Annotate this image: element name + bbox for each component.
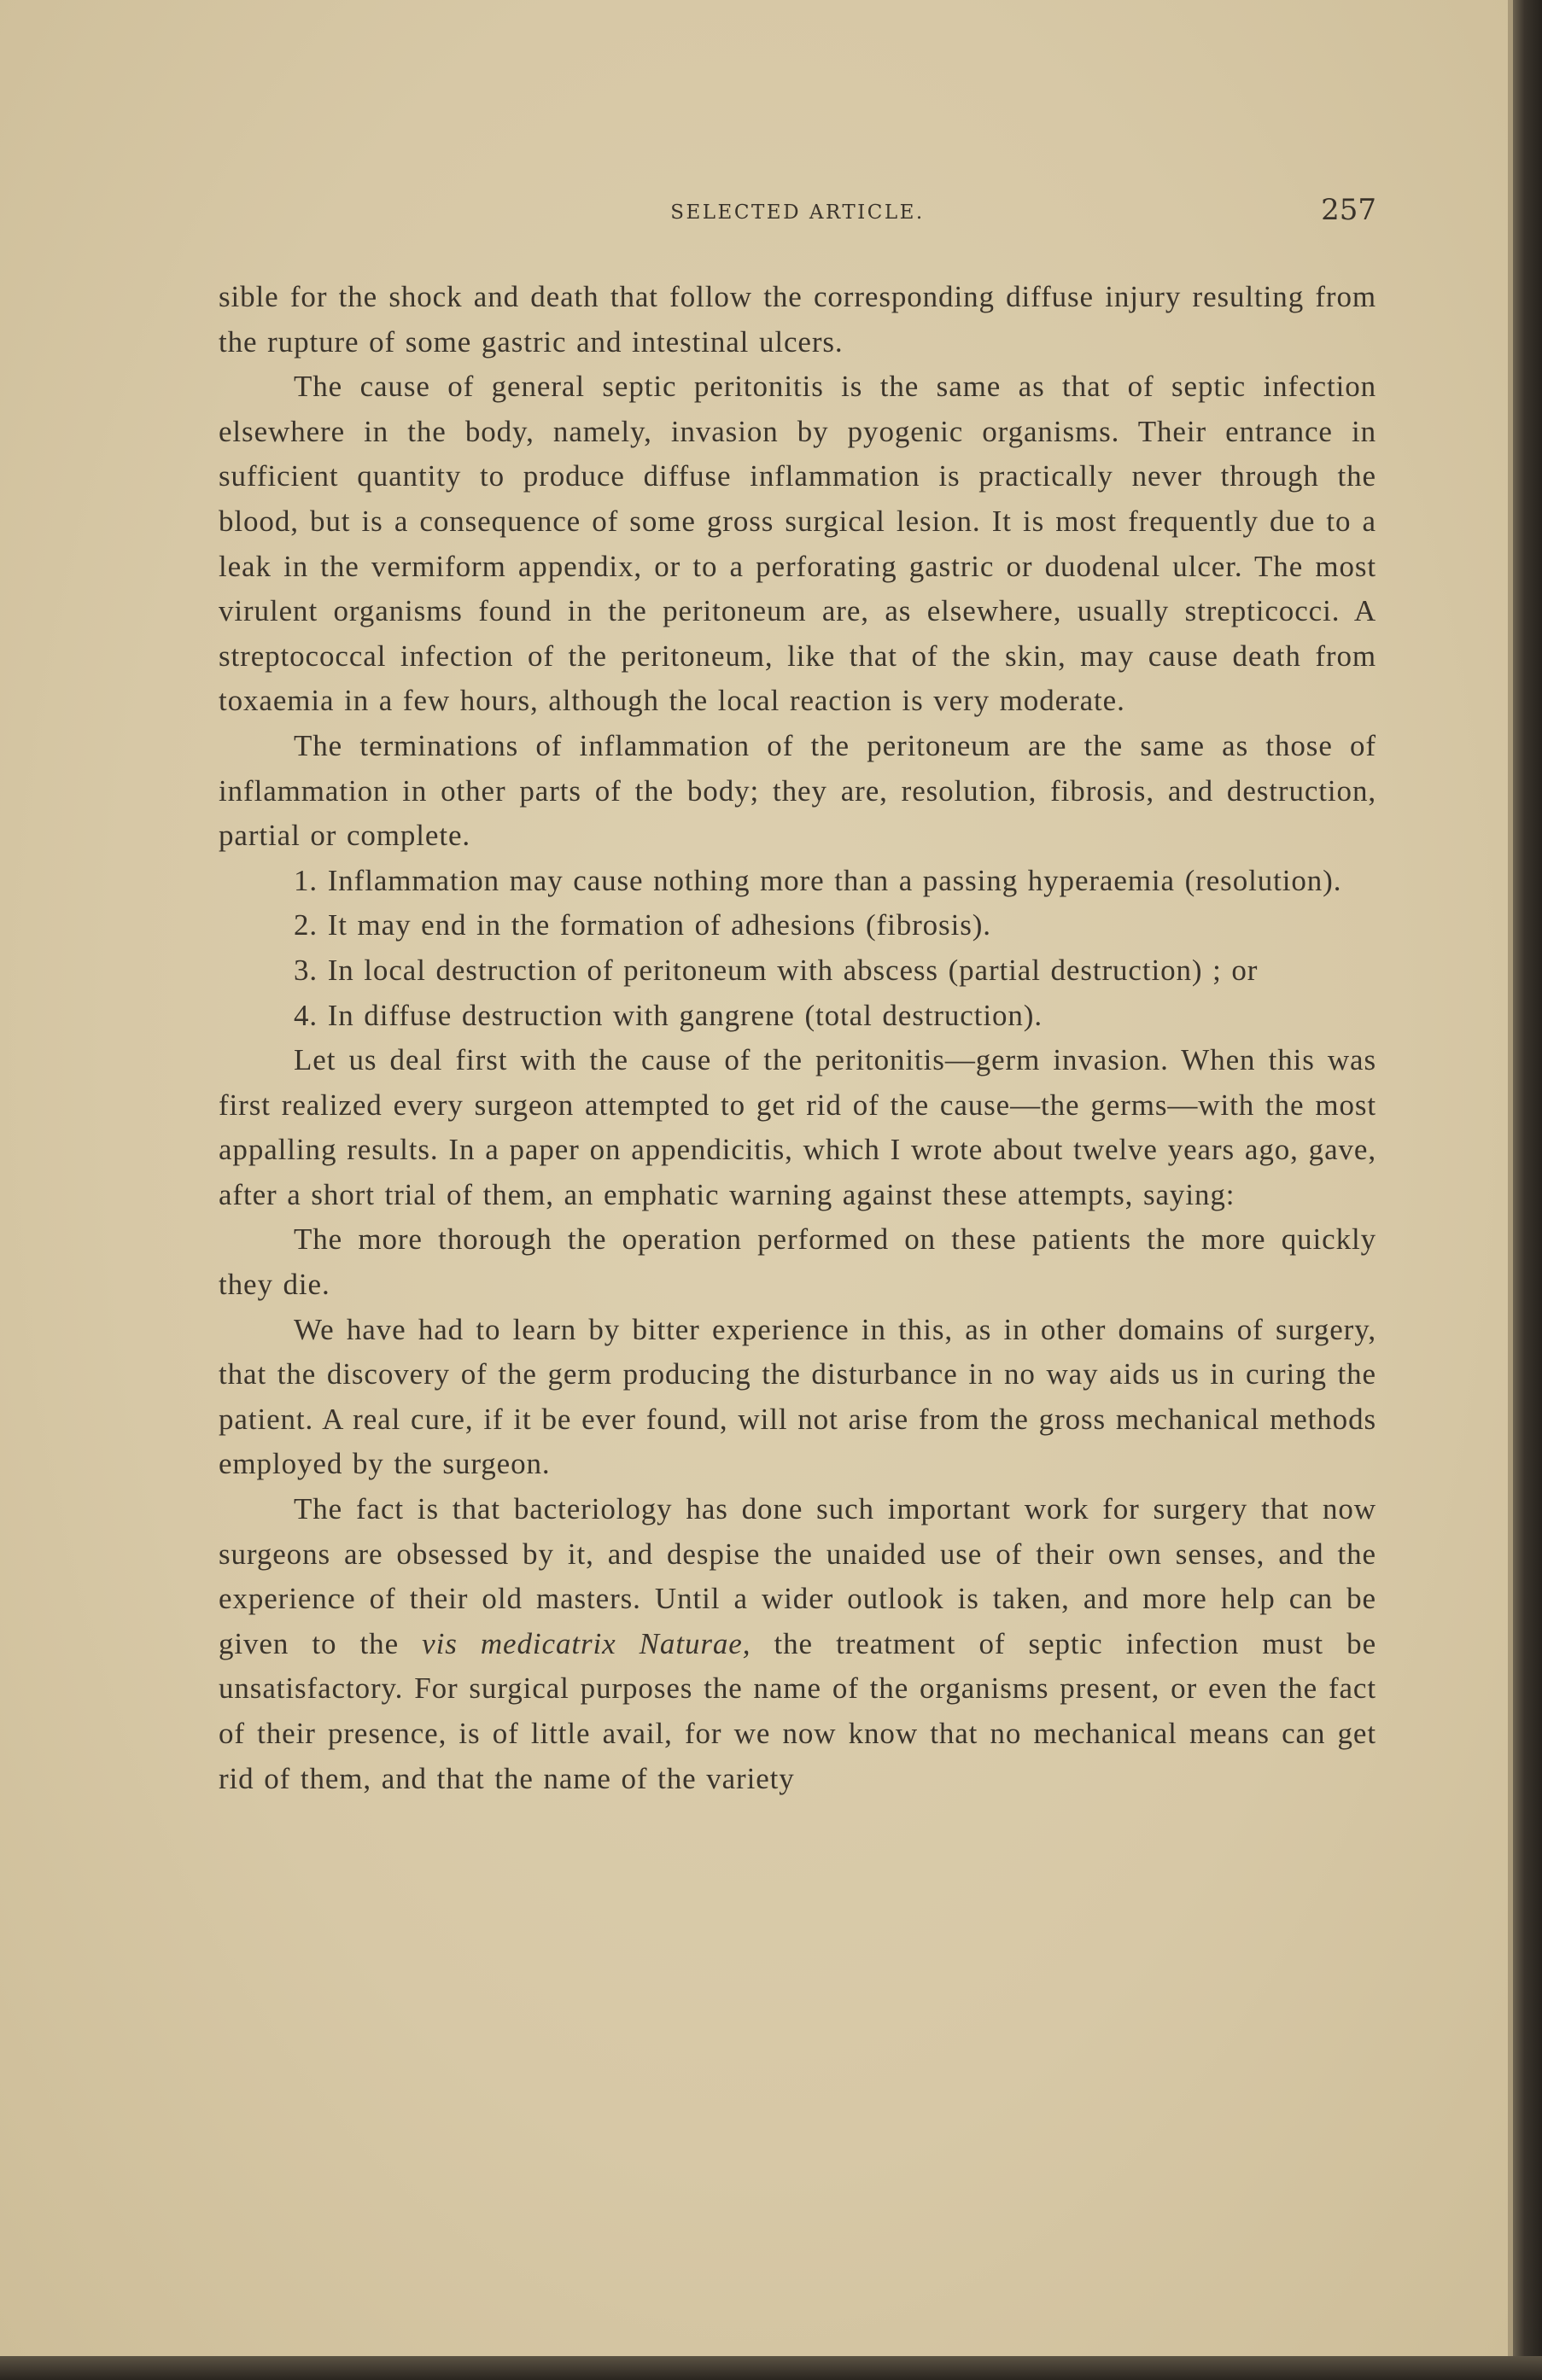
running-head [219,190,1376,241]
page-right-edge [1513,0,1542,2380]
paragraph-text-after: the treatment of septic infection must be unsatisfactory. For surgical purposes the name of the organisms present, or even the fact of their presence, is of little avail, for we now know that no mechanical means can get rid of them, and that the name of the variety [219,1626,1376,1795]
latin-phrase: vis medicatrix Naturae, [422,1626,751,1660]
paragraph-text-before: The fact is that bacteriology has done such important work for surgery that now surgeons are obsessed by it, and despise the unaided use of their own senses, and the experience of their old masters. Until a wider outlook is taken, and more help can be given to the [219,1492,1376,1660]
article-body [219,275,1376,1801]
paragraph: sible for the shock and death that follow the corresponding diffuse injury resulting from the rupture of some gastric and intestinal ulcers. [219,280,1376,359]
page-number: 257 [1321,193,1376,227]
quotation: The more thorough the operation performed on these patients the more quickly they die. [219,1222,1376,1302]
paragraph: The cause of general septic peritonitis is the same as that of septic infection elsewhere in the body, namely, invasion by pyogenic organisms. Their entrance in sufficient quantity to produce diffuse inflammation is practically never through the blood, but is a consequence of some gross surgical lesion. It is most frequently due to a leak in the vermiform appendix, or to a perforating gastric or duodenal ulcer. The most virulent organisms found in the peritoneum are, as elsewhere, usually strepticocci. A streptococcal infection of the peritoneum, like that of the skin, may cause death from toxaemia in a few hours, although the local reaction is very moderate. [219,370,1376,718]
list-item: 3. In local destruction of peritoneum with abscess (partial destruction) ; or [294,953,1259,987]
list-item: 4. In diffuse destruction with gangrene (total destruction). [294,998,1043,1032]
running-title: SELECTED ARTICLE. [670,201,925,224]
paragraph: The terminations of inflammation of the peritoneum are the same as those of inflammation in other parts of the body; they are, resolution, fibrosis, and destruction, partial or complete. [219,728,1376,853]
paragraph: We have had to learn by bitter experience in this, as in other domains of surgery, that the discovery of the germ producing the disturbance in no way aids us in curing the patient. A real cure, if it be ever found, will not arise from the gross mechanical methods employed by the surgeon. [219,1312,1376,1481]
paragraph: Let us deal first with the cause of the peritonitis—germ invasion. When this was first realized every surgeon attempted to get rid of the cause—the germs—with the most appalling results. In a paper on appendicitis, which I wrote about twelve years ago, gave, after a short trial of them, an emphatic warning against these attempts, saying: [219,1043,1376,1211]
page-bottom-edge [0,2356,1542,2380]
list-item: 1. Inflammation may cause nothing more than a passing hyperaemia (resolution). [294,863,1342,897]
paragraph [219,1487,1376,1801]
list-item: 2. It may end in the formation of adhesions (fibrosis). [294,908,991,942]
